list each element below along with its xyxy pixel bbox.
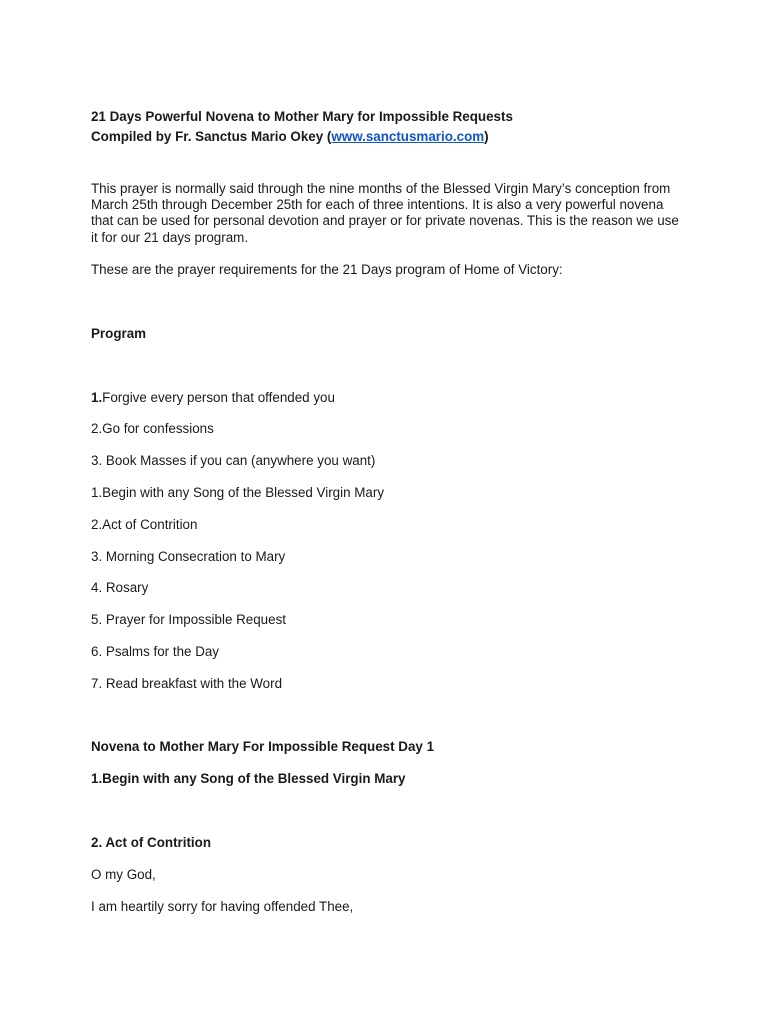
list-item: 4. Rosary bbox=[91, 580, 149, 595]
website-link[interactable]: www.sanctusmario.com bbox=[331, 129, 485, 144]
compiled-prefix: Compiled by Fr. Sanctus Mario Okey ( bbox=[91, 129, 332, 144]
compiled-by-line bbox=[91, 129, 489, 145]
document-title: 21 Days Powerful Novena to Mother Mary for Impossible Requests bbox=[91, 109, 513, 124]
list-item: 5. Prayer for Impossible Request bbox=[91, 612, 286, 627]
list-item: 6. Psalms for the Day bbox=[91, 644, 220, 659]
list-item-text: Forgive every person that offended you bbox=[102, 390, 335, 405]
compiled-suffix: ) bbox=[484, 129, 489, 144]
list-item: 3. Morning Consecration to Mary bbox=[91, 549, 286, 564]
intro-paragraph: This prayer is normally said through the nine months of the Blessed Virgin Mary’s conception from March 25th through December 25th for each of three intentions. It is also a very powerful novena that can be used for personal devotion and prayer or for private novenas. This is the reason we use it for our 21 days program. bbox=[91, 181, 679, 245]
program-heading: Program bbox=[91, 326, 147, 341]
list-item: 1.Begin with any Song of the Blessed Virgin Mary bbox=[91, 485, 385, 500]
prayer-line: I am heartily sorry for having offended Thee, bbox=[91, 899, 354, 914]
day1-step2: 2. Act of Contrition bbox=[91, 835, 212, 850]
list-item: 7. Read breakfast with the Word bbox=[91, 676, 283, 691]
prayer-line: O my God, bbox=[91, 867, 156, 882]
requirements-line: These are the prayer requirements for the 21 Days program of Home of Victory: bbox=[91, 262, 563, 277]
list-item bbox=[91, 390, 335, 406]
day1-step1: 1.Begin with any Song of the Blessed Virgin Mary bbox=[91, 771, 406, 786]
list-item-number: 1. bbox=[91, 390, 103, 405]
list-item: 3. Book Masses if you can (anywhere you want) bbox=[91, 453, 376, 468]
list-item: 2.Go for confessions bbox=[91, 421, 214, 436]
day1-heading: Novena to Mother Mary For Impossible Request Day 1 bbox=[91, 739, 435, 754]
list-item: 2.Act of Contrition bbox=[91, 517, 198, 532]
